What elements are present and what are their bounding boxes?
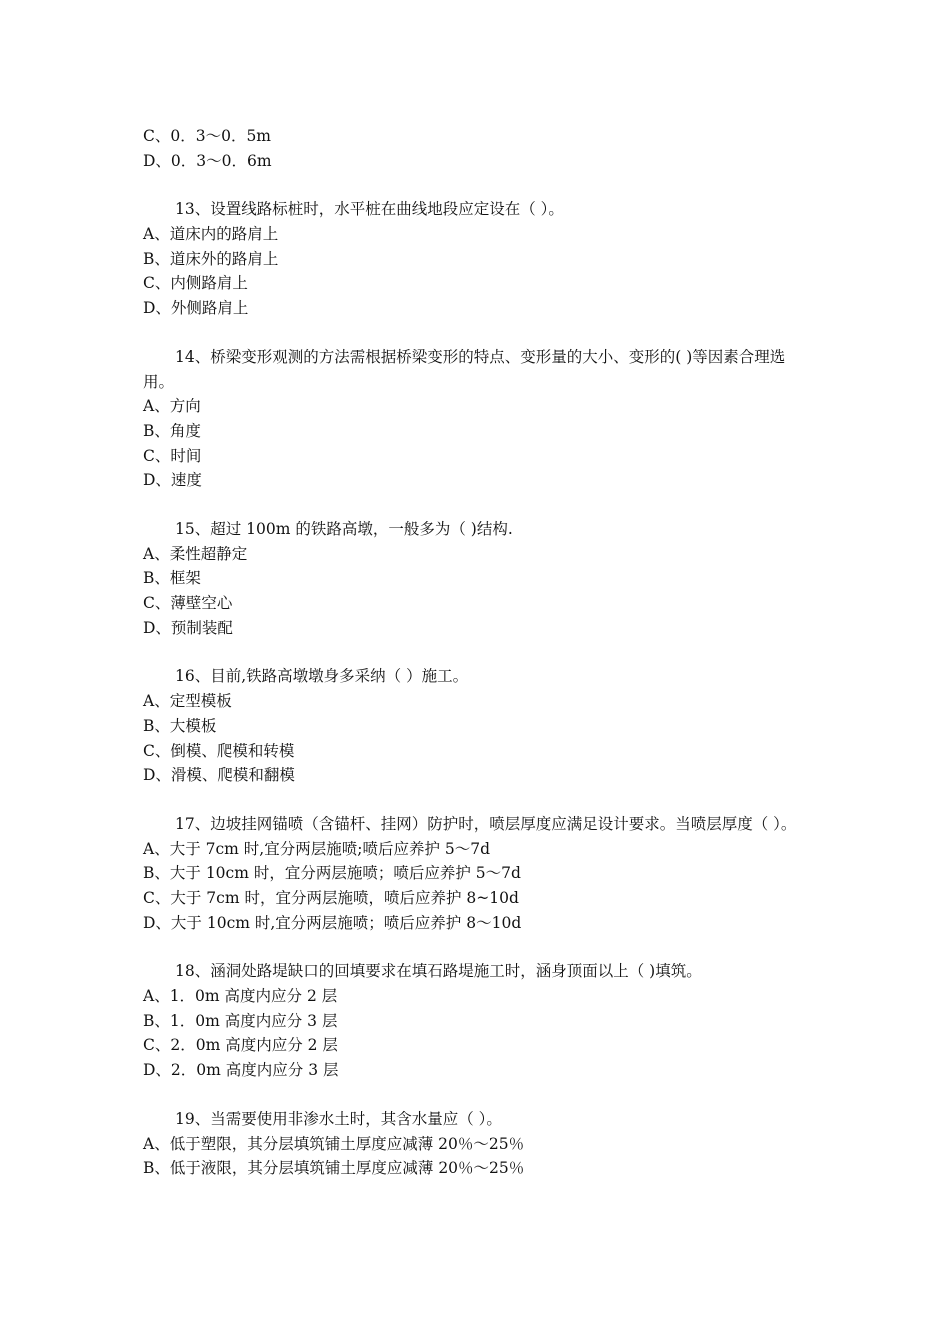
option-line: C、内侧路肩上 [143, 274, 248, 293]
document-content [143, 124, 813, 1181]
option-line: B、1．0m 高度内应分 3 层 [143, 1011, 338, 1030]
question-16 [143, 664, 813, 787]
option-line: A、方向 [143, 397, 201, 416]
option-line: C、0．3～0．5m [143, 127, 272, 145]
question-stem: 14、桥梁变形观测的方法需根据桥梁变形的特点、变形量的大小、变形的( )等因素合理选用。 [143, 347, 786, 391]
option-line: A、柔性超静定 [143, 544, 248, 563]
question-15 [143, 517, 813, 640]
option-line: D、0．3～0．6m [143, 151, 272, 170]
option-line: C、时间 [143, 446, 202, 465]
option-line: B、道床外的路肩上 [143, 249, 279, 268]
option-line: B、大于 10cm 时，宜分两层施喷；喷后应养护 5～7d [143, 864, 521, 883]
option-line: A、道床内的路肩上 [143, 225, 279, 244]
question-stem: 15、超过 100m 的铁路高墩，一般多为（ )结构. [175, 519, 513, 538]
question-18 [143, 959, 813, 1082]
option-line: D、2．0m 高度内应分 3 层 [143, 1061, 339, 1080]
option-line: B、大模板 [143, 716, 217, 735]
question-13 [143, 197, 813, 320]
option-line: C、2．0m 高度内应分 2 层 [143, 1036, 338, 1055]
question-stem: 13、设置线路标桩时，水平桩在曲线地段应定设在（ ）。 [175, 200, 564, 219]
question-stem: 16、目前,铁路高墩墩身多采纳（ ）施工。 [175, 667, 469, 686]
option-line: A、大于 7cm 时,宜分两层施喷;喷后应养护 5～7d [143, 839, 491, 858]
option-line: A、低于塑限，其分层填筑铺土厚度应减薄 20％～25％ [143, 1134, 525, 1153]
prelude-options [143, 124, 813, 173]
question-stem: 17、边坡挂网锚喷（含锚杆、挂网）防护时，喷层厚度应满足设计要求。当喷层厚度（ ）。 [175, 814, 797, 833]
question-stem: 19、当需要使用非渗水土时，其含水量应（ ）。 [175, 1109, 502, 1128]
option-line: D、预制装配 [143, 618, 233, 637]
question-14 [143, 345, 813, 493]
option-line: B、框架 [143, 569, 201, 588]
option-line: D、速度 [143, 471, 202, 490]
option-line: A、定型模板 [143, 692, 232, 711]
option-line: D、大于 10cm 时,宜分两层施喷；喷后应养护 8～10d [143, 913, 522, 932]
option-line: C、倒模、爬模和转模 [143, 741, 295, 760]
option-line: D、外侧路肩上 [143, 299, 249, 318]
option-line: D、滑模、爬模和翻模 [143, 766, 295, 785]
question-17 [143, 812, 813, 935]
option-line: B、角度 [143, 421, 201, 440]
option-line: A、1．0m 高度内应分 2 层 [143, 987, 338, 1006]
question-stem: 18、涵洞处路堤缺口的回填要求在填石路堤施工时，涵身顶面以上（ )填筑。 [175, 962, 702, 981]
option-line: C、大于 7cm 时，宜分两层施喷，喷后应养护 8~10d [143, 888, 519, 907]
option-line: B、低于液限，其分层填筑铺土厚度应减薄 20％～25％ [143, 1159, 525, 1178]
option-line: C、薄壁空心 [143, 594, 233, 613]
question-19 [143, 1107, 813, 1181]
